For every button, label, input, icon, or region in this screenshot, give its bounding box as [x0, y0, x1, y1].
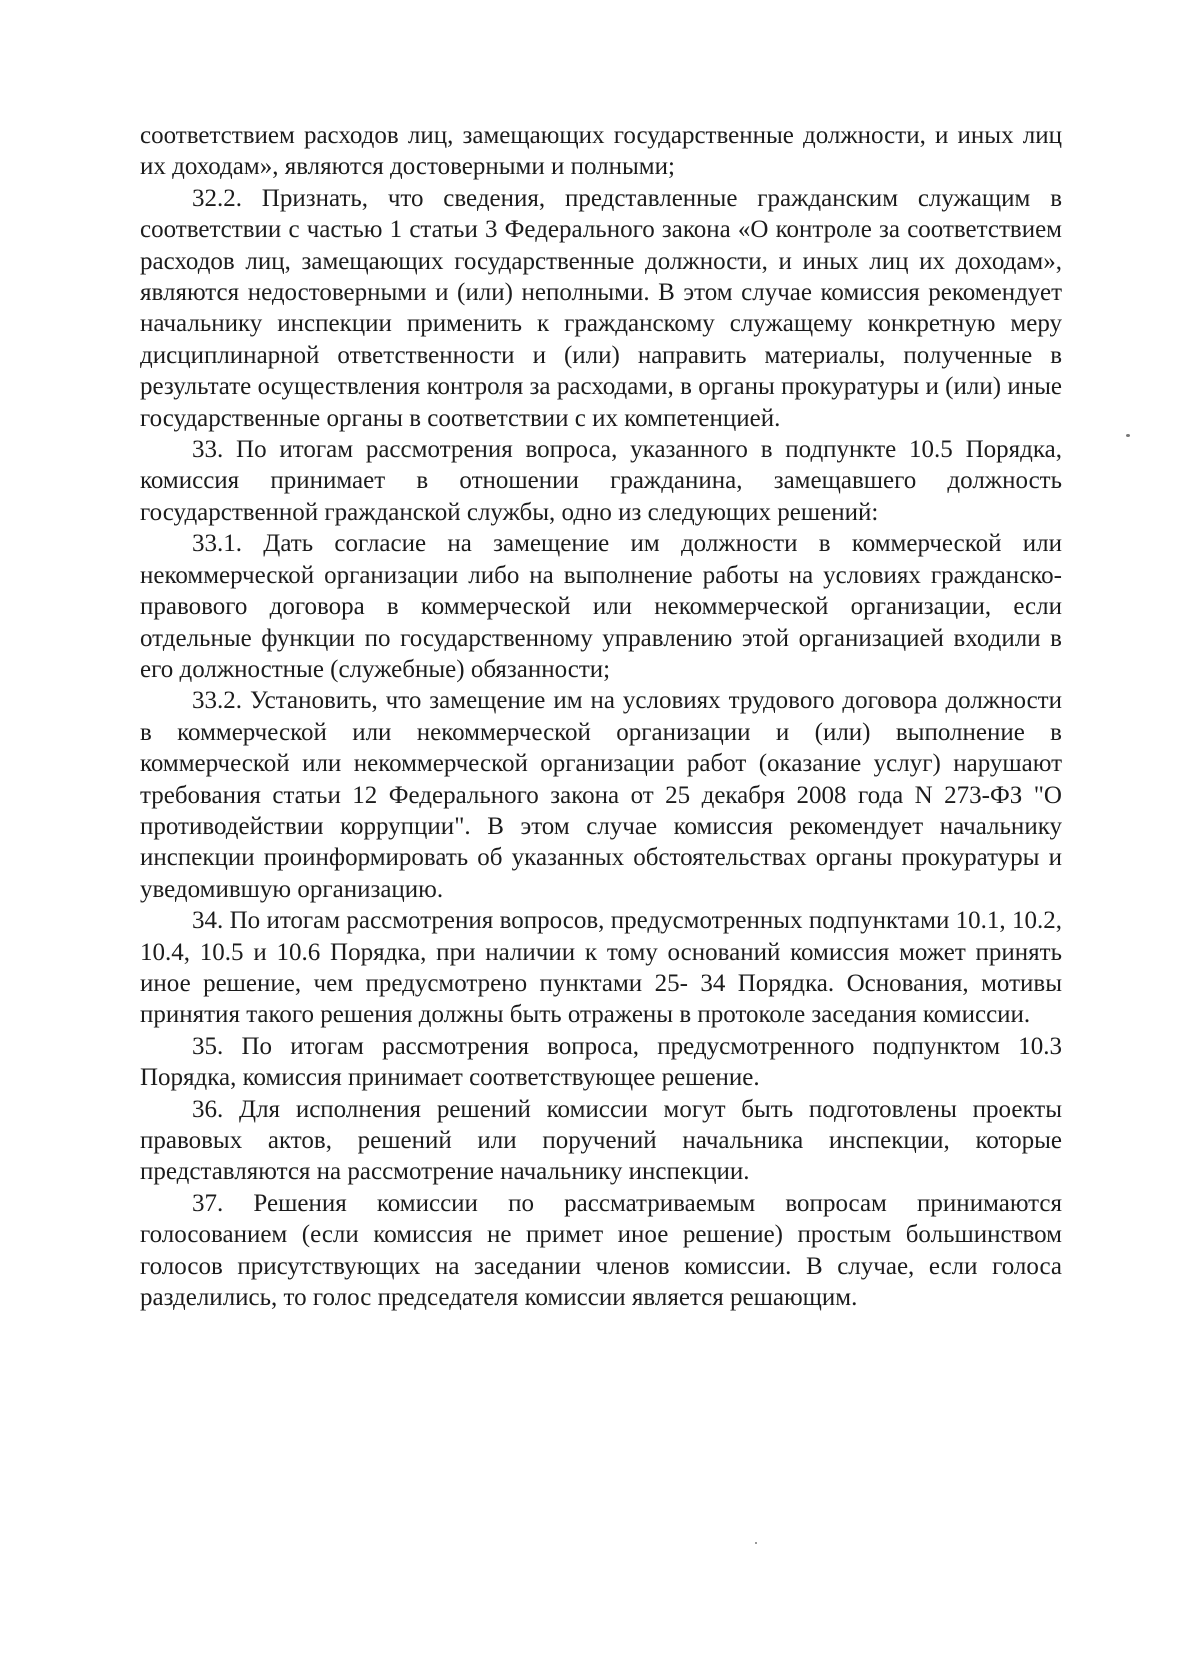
- scan-speck: [1126, 434, 1130, 437]
- paragraph-32-1-end: соответствием расходов лиц, замещающих государственные должности, и иных лиц их доходам», являются достоверными и полными;: [140, 122, 1062, 181]
- paragraph-32-2: 32.2. Признать, что сведения, представленные гражданским служащим в соответствии с частью 1 статьи 3 Федерального закона «О контроле за соответствием расходов лиц, замещающих государственные должности, и иных лиц их доходам», являются недостоверными и (или) неполными. В этом случае комиссия рекомендует начальнику инспекции применить к гражданскому служащему конкретную меру дисциплинарной ответственности и (или) направить материалы, полученные в результате осуществления контроля за расходами, в органы прокуратуры и (или) иные государственные органы в соответствии с их компетенцией.: [140, 184, 1062, 432]
- paragraph-37: 37. Решения комиссии по рассматриваемым вопросам принимаются голосованием (если комиссия не примет иное решение) простым большинством голосов присутствующих на заседании членов комиссии. В случае, если голоса разделились, то голос председателя комиссии является решающим.: [140, 1189, 1062, 1312]
- paragraph-36: 36. Для исполнения решений комиссии могут быть подготовлены проекты правовых актов, решений или поручений начальника инспекции, которые представляются на рассмотрение начальнику инспекции.: [140, 1095, 1062, 1186]
- paragraph-33: 33. По итогам рассмотрения вопроса, указанного в подпункте 10.5 Порядка, комиссия принимает в отношении гражданина, замещавшего должность государственной гражданской службы, одно из следующих решений:: [140, 436, 1062, 526]
- paragraph-33-2: 33.2. Установить, что замещение им на условиях трудового договора должности в коммерческой или некоммерческой организации и (или) выполнение в коммерческой или некоммерческой организации работ (оказание услуг) нарушают требования статьи 12 Федерального закона от 25 декабря 2008 года N 273-ФЗ "О противодействии коррупции". В этом случае комиссия рекомендует начальнику инспекции проинформировать об указанных обстоятельствах органы прокуратуры и уведомившую организацию.: [140, 687, 1062, 903]
- paragraph-33-1: 33.1. Дать согласие на замещение им должности в коммерческой или некоммерческой организации либо на выполнение работы на условиях гражданско-правового договора в коммерческой или некоммерческой организации, если отдельные функции по государственному управлению этой организацией входили в его должностные (служебные) обязанности;: [140, 530, 1062, 683]
- document-body: [140, 120, 1062, 1313]
- paragraph-35: 35. По итогам рассмотрения вопроса, предусмотренного подпунктом 10.3 Порядка, комиссия принимает соответствующее решение.: [140, 1032, 1062, 1092]
- paragraph-34: 34. По итогам рассмотрения вопросов, предусмотренных подпунктами 10.1, 10.2, 10.4, 10.5 и 10.6 Порядка, при наличии к тому оснований комиссия может принять иное решение, чем предусмотрено пунктами 25- 34 Порядка. Основания, мотивы принятия такого решения должны быть отражены в протоколе заседания комиссии.: [140, 907, 1062, 1029]
- scan-speck: [755, 1542, 757, 1544]
